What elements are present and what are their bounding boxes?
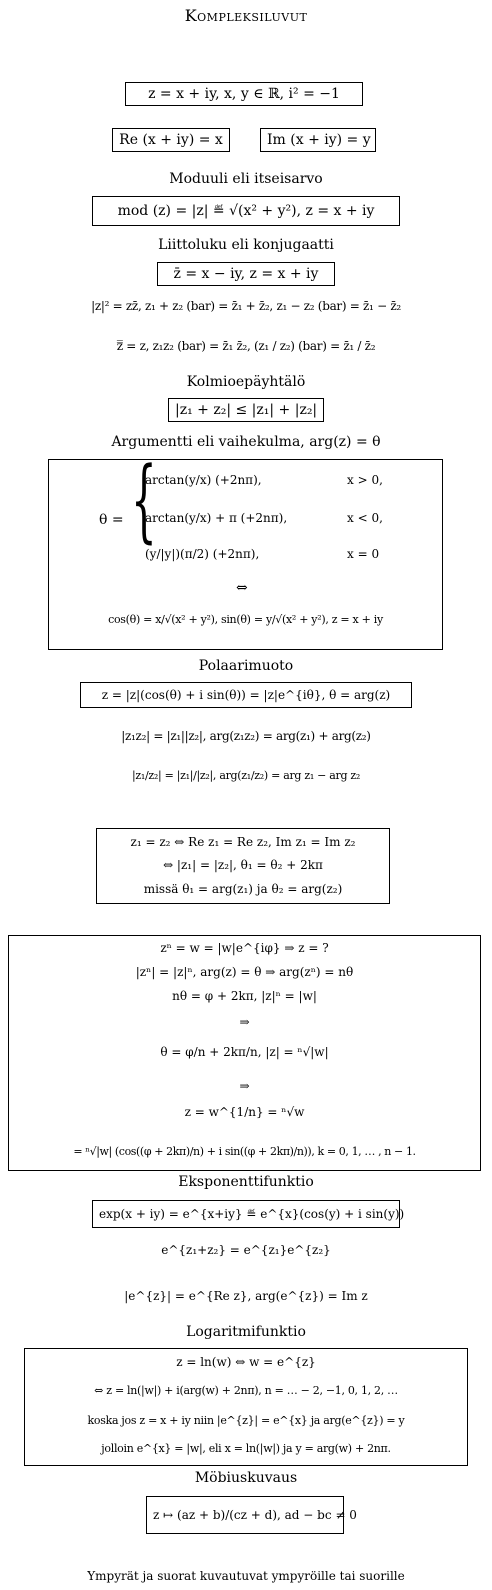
case-2: arctan(y/x) + π (+2nπ), bbox=[145, 511, 288, 525]
roots-arrow-2: ⇒ bbox=[239, 1079, 250, 1093]
roots-box bbox=[8, 935, 481, 1171]
exponential-sum: e^{z₁+z₂} = e^{z₁}e^{z₂} bbox=[161, 1243, 331, 1257]
roots-line-4: θ = φ/n + 2kπ/n, |z| = ⁿ√|w| bbox=[160, 1045, 329, 1059]
logarithm-line-2: ⇔ z = ln(|w|) + i(arg(w) + 2nπ), n = … − 2, −1, 0, 1, 2, … bbox=[94, 1384, 398, 1397]
polar-heading: Polaarimuoto bbox=[198, 658, 294, 674]
polar-box: z = |z|(cos(θ) + i sin(θ)) = |z|e^{iθ}, θ = arg(z) bbox=[80, 682, 412, 708]
logarithm-line-4: jolloin e^{x} = |w|, eli x = ln(|w|) ja y = arg(w) + 2nπ. bbox=[101, 1442, 391, 1455]
roots-line-5: z = w^{1/n} = ⁿ√w bbox=[184, 1105, 305, 1119]
logarithm-line-1: z = ln(w) ⇔ w = e^{z} bbox=[176, 1355, 316, 1369]
equality-line-3: missä θ₁ = arg(z₁) ja θ₂ = arg(z₂) bbox=[143, 882, 343, 896]
case-2-cond: x < 0, bbox=[347, 511, 383, 525]
definition-box: z = x + iy, x, y ∈ ℝ, i² = −1 bbox=[125, 82, 363, 106]
iff-arrow: ⇔ bbox=[236, 580, 248, 596]
exponential-abs: |e^{z}| = e^{Re z}, arg(e^{z}) = Im z bbox=[124, 1289, 368, 1303]
argument-heading: Argumentti eli vaihekulma, arg(z) = θ bbox=[111, 434, 381, 450]
exponential-box: exp(x + iy) = e^{x+iy} ≝ e^{x}(cos(y) + i sin(y)) bbox=[92, 1200, 400, 1228]
page-title: Kompleksiluvut bbox=[184, 6, 308, 25]
equality-box bbox=[96, 828, 390, 904]
equality-line-1: z₁ = z₂ ⇔ Re z₁ = Re z₂, Im z₁ = Im z₂ bbox=[130, 835, 356, 849]
mobius-box: z ↦ (az + b)/(cz + d), ad − bc ≠ 0 bbox=[146, 1496, 344, 1534]
logarithm-box bbox=[24, 1348, 468, 1466]
mobius-note: Ympyrät ja suorat kuvautuvat ympyröille tai suorille bbox=[87, 1569, 405, 1583]
case-1-cond: x > 0, bbox=[347, 473, 383, 487]
triangle-heading: Kolmioepäyhtälö bbox=[186, 374, 306, 390]
conjugate-box: z̄ = x − iy, z = x + iy bbox=[157, 262, 335, 286]
roots-line-1: zⁿ = w = |w|e^{iφ} ⇒ z = ? bbox=[160, 941, 329, 955]
conjugate-line-1: |z|² = zz̄, z₁ + z₂ (bar) = z̄₁ + z̄₂, z₁ − z₂ (bar) = z̄₁ − z̄₂ bbox=[91, 299, 401, 313]
mobius-heading: Möbiuskuvaus bbox=[194, 1470, 298, 1486]
modulus-box: mod (z) = |z| ≝ √(x² + y²), z = x + iy bbox=[92, 196, 400, 226]
conjugate-heading: Liittoluku eli konjugaatti bbox=[158, 237, 334, 253]
case-3: (y/|y|)(π/2) (+2nπ), bbox=[145, 547, 260, 561]
argument-box bbox=[48, 448, 443, 650]
case-3-cond: x = 0 bbox=[347, 547, 380, 561]
cases-brace: { bbox=[131, 448, 157, 553]
conjugate-line-2: z̿ = z, z₁z₂ (bar) = z̄₁ z̄₂, (z₁ / z₂) (bar) = z̄₁ / z̄₂ bbox=[116, 339, 376, 353]
logarithm-line-3: koska jos z = x + iy niin |e^{z}| = e^{x} ja arg(e^{z}) = y bbox=[87, 1414, 405, 1427]
trig-formula: cos(θ) = x/√(x² + y²), sin(θ) = y/√(x² + y²), z = x + iy bbox=[108, 613, 383, 626]
case-1: arctan(y/x) (+2nπ), bbox=[145, 473, 262, 487]
roots-line-6: = ⁿ√|w| (cos((φ + 2kπ)/n) + i sin((φ + 2kπ)/n)), k = 0, 1, … , n − 1. bbox=[73, 1145, 416, 1158]
triangle-box: |z₁ + z₂| ≤ |z₁| + |z₂| bbox=[168, 398, 324, 422]
equality-line-2: ⇔ |z₁| = |z₂|, θ₁ = θ₂ + 2kπ bbox=[163, 858, 323, 872]
real-part-box: Re (x + iy) = x bbox=[112, 128, 230, 152]
exponential-heading: Eksponenttifunktio bbox=[178, 1174, 314, 1190]
polar-product: |z₁z₂| = |z₁||z₂|, arg(z₁z₂) = arg(z₁) + arg(z₂) bbox=[121, 729, 371, 743]
modulus-heading: Moduuli eli itseisarvo bbox=[169, 171, 323, 187]
roots-line-2: |zⁿ| = |z|ⁿ, arg(z) = θ ⇒ arg(zⁿ) = nθ bbox=[135, 965, 354, 979]
polar-quotient: |z₁/z₂| = |z₁|/|z₂|, arg(z₁/z₂) = arg z₁ − arg z₂ bbox=[131, 769, 361, 782]
theta-label: θ = bbox=[99, 512, 124, 528]
roots-line-3: nθ = φ + 2kπ, |z|ⁿ = |w| bbox=[172, 989, 317, 1003]
roots-arrow-1: ⇒ bbox=[239, 1015, 250, 1029]
logarithm-heading: Logaritmifunktio bbox=[186, 1324, 306, 1340]
imag-part-box: Im (x + iy) = y bbox=[260, 128, 376, 152]
